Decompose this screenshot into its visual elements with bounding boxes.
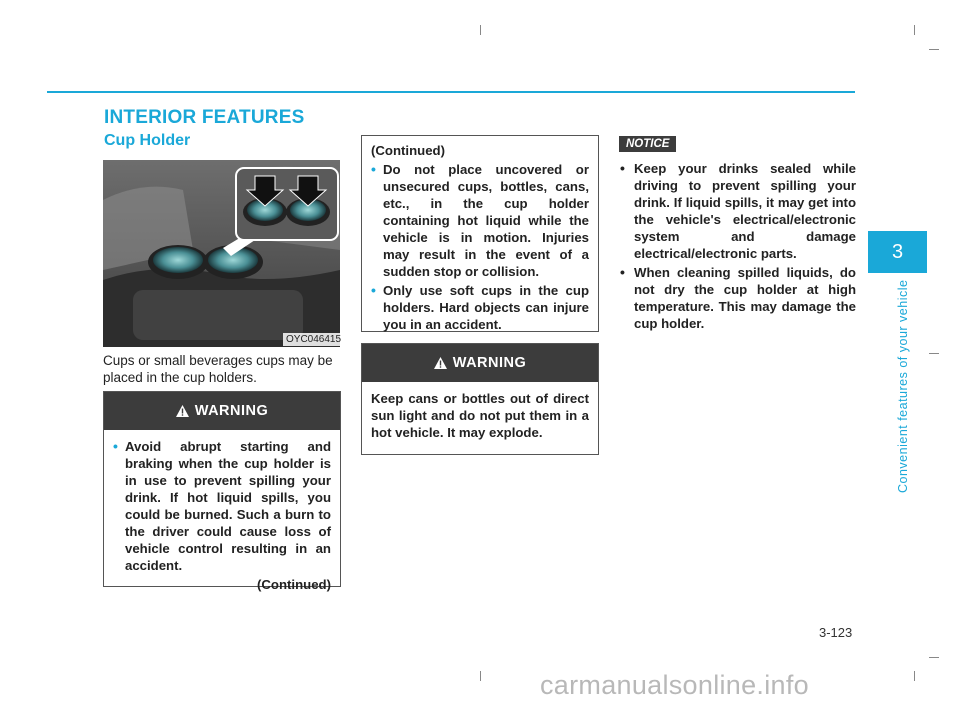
section-title: INTERIOR FEATURES — [104, 107, 305, 128]
cup-holder-photo — [103, 160, 340, 347]
continued-label: (Continued) — [371, 143, 445, 158]
warning-item — [371, 161, 589, 280]
notice-item — [620, 160, 856, 262]
crop-mark-mid-right — [929, 353, 939, 354]
notice-list — [620, 160, 856, 334]
chapter-tab: 3 — [868, 231, 927, 273]
warning-item — [371, 282, 589, 333]
watermark: carmanualsonline.info — [540, 670, 809, 700]
photo-code: OYC046415 — [283, 333, 344, 346]
continued-box-body — [362, 136, 598, 341]
warning-box-left — [103, 391, 341, 592]
continued-box — [361, 135, 599, 332]
bullet-dot: • — [620, 264, 625, 280]
crop-mark-top-right-v — [914, 25, 915, 35]
warning-item — [113, 438, 331, 574]
warning-header — [104, 392, 340, 430]
warning-item-text: Do not place uncovered or unsecured cups, bottles, cans, etc., in the cup holder containing hot liquid while the vehicle is in motion. Injuries may result in the event of a sudden stop or collision. — [383, 162, 589, 279]
warning-body: Keep cans or bottles out of direct sun light and do not put them in a hot vehicle. It may explode. — [371, 391, 589, 440]
notice-item-text: When cleaning spilled liquids, do not dry the cup holder at high temperature. This may damage the cup holder. — [634, 265, 856, 331]
warning-heading: WARNING — [194, 403, 269, 419]
warning-body — [104, 430, 340, 601]
subsection-title: Cup Holder — [104, 132, 191, 149]
warning-triangle-icon — [176, 405, 189, 417]
bullet-dot: • — [620, 160, 625, 176]
crop-mark-bottom-right-h — [929, 657, 939, 658]
warning-heading: WARNING — [452, 355, 527, 371]
page-number: 3-123 — [819, 625, 853, 640]
cup-holder-illustration — [103, 160, 340, 347]
chapter-label-text: Convenient features of your vehicle — [896, 279, 910, 493]
notice-item-text: Keep your drinks sealed while driving to prevent spilling your drink. If liquid spills, it may get into the vehicle's electrical/electronic system and damage electrical/electronic parts. — [634, 161, 856, 261]
warning-triangle-icon — [434, 357, 447, 369]
warning-header — [362, 344, 598, 382]
crop-mark-bottom-center — [480, 671, 481, 681]
warning-item-text: Avoid abrupt starting and braking when the cup holder is in use to prevent spilling your drink. If hot liquid spills, you could be burned. Such a burn to the driver could cause loss of vehicle control resulting in an accident. — [125, 439, 331, 573]
continued-label: (Continued) — [257, 577, 331, 592]
crop-mark-top-center — [480, 25, 481, 35]
crop-mark-bottom-right-v — [914, 671, 915, 681]
warning-box-middle — [361, 343, 599, 455]
bullet-dot: • — [113, 438, 118, 454]
body-paragraph: Cups or small beverages cups may be placed in the cup holders. — [103, 353, 333, 385]
header-rule — [47, 91, 855, 93]
chapter-label — [896, 279, 910, 493]
crop-mark-top-right-h — [929, 49, 939, 50]
warning-item-text: Only use soft cups in the cup holders. Hard objects can injure you in an accident. — [383, 283, 589, 332]
bullet-dot: • — [371, 161, 376, 177]
bullet-dot: • — [371, 282, 376, 298]
notice-badge: NOTICE — [619, 136, 676, 152]
notice-item — [620, 264, 856, 332]
